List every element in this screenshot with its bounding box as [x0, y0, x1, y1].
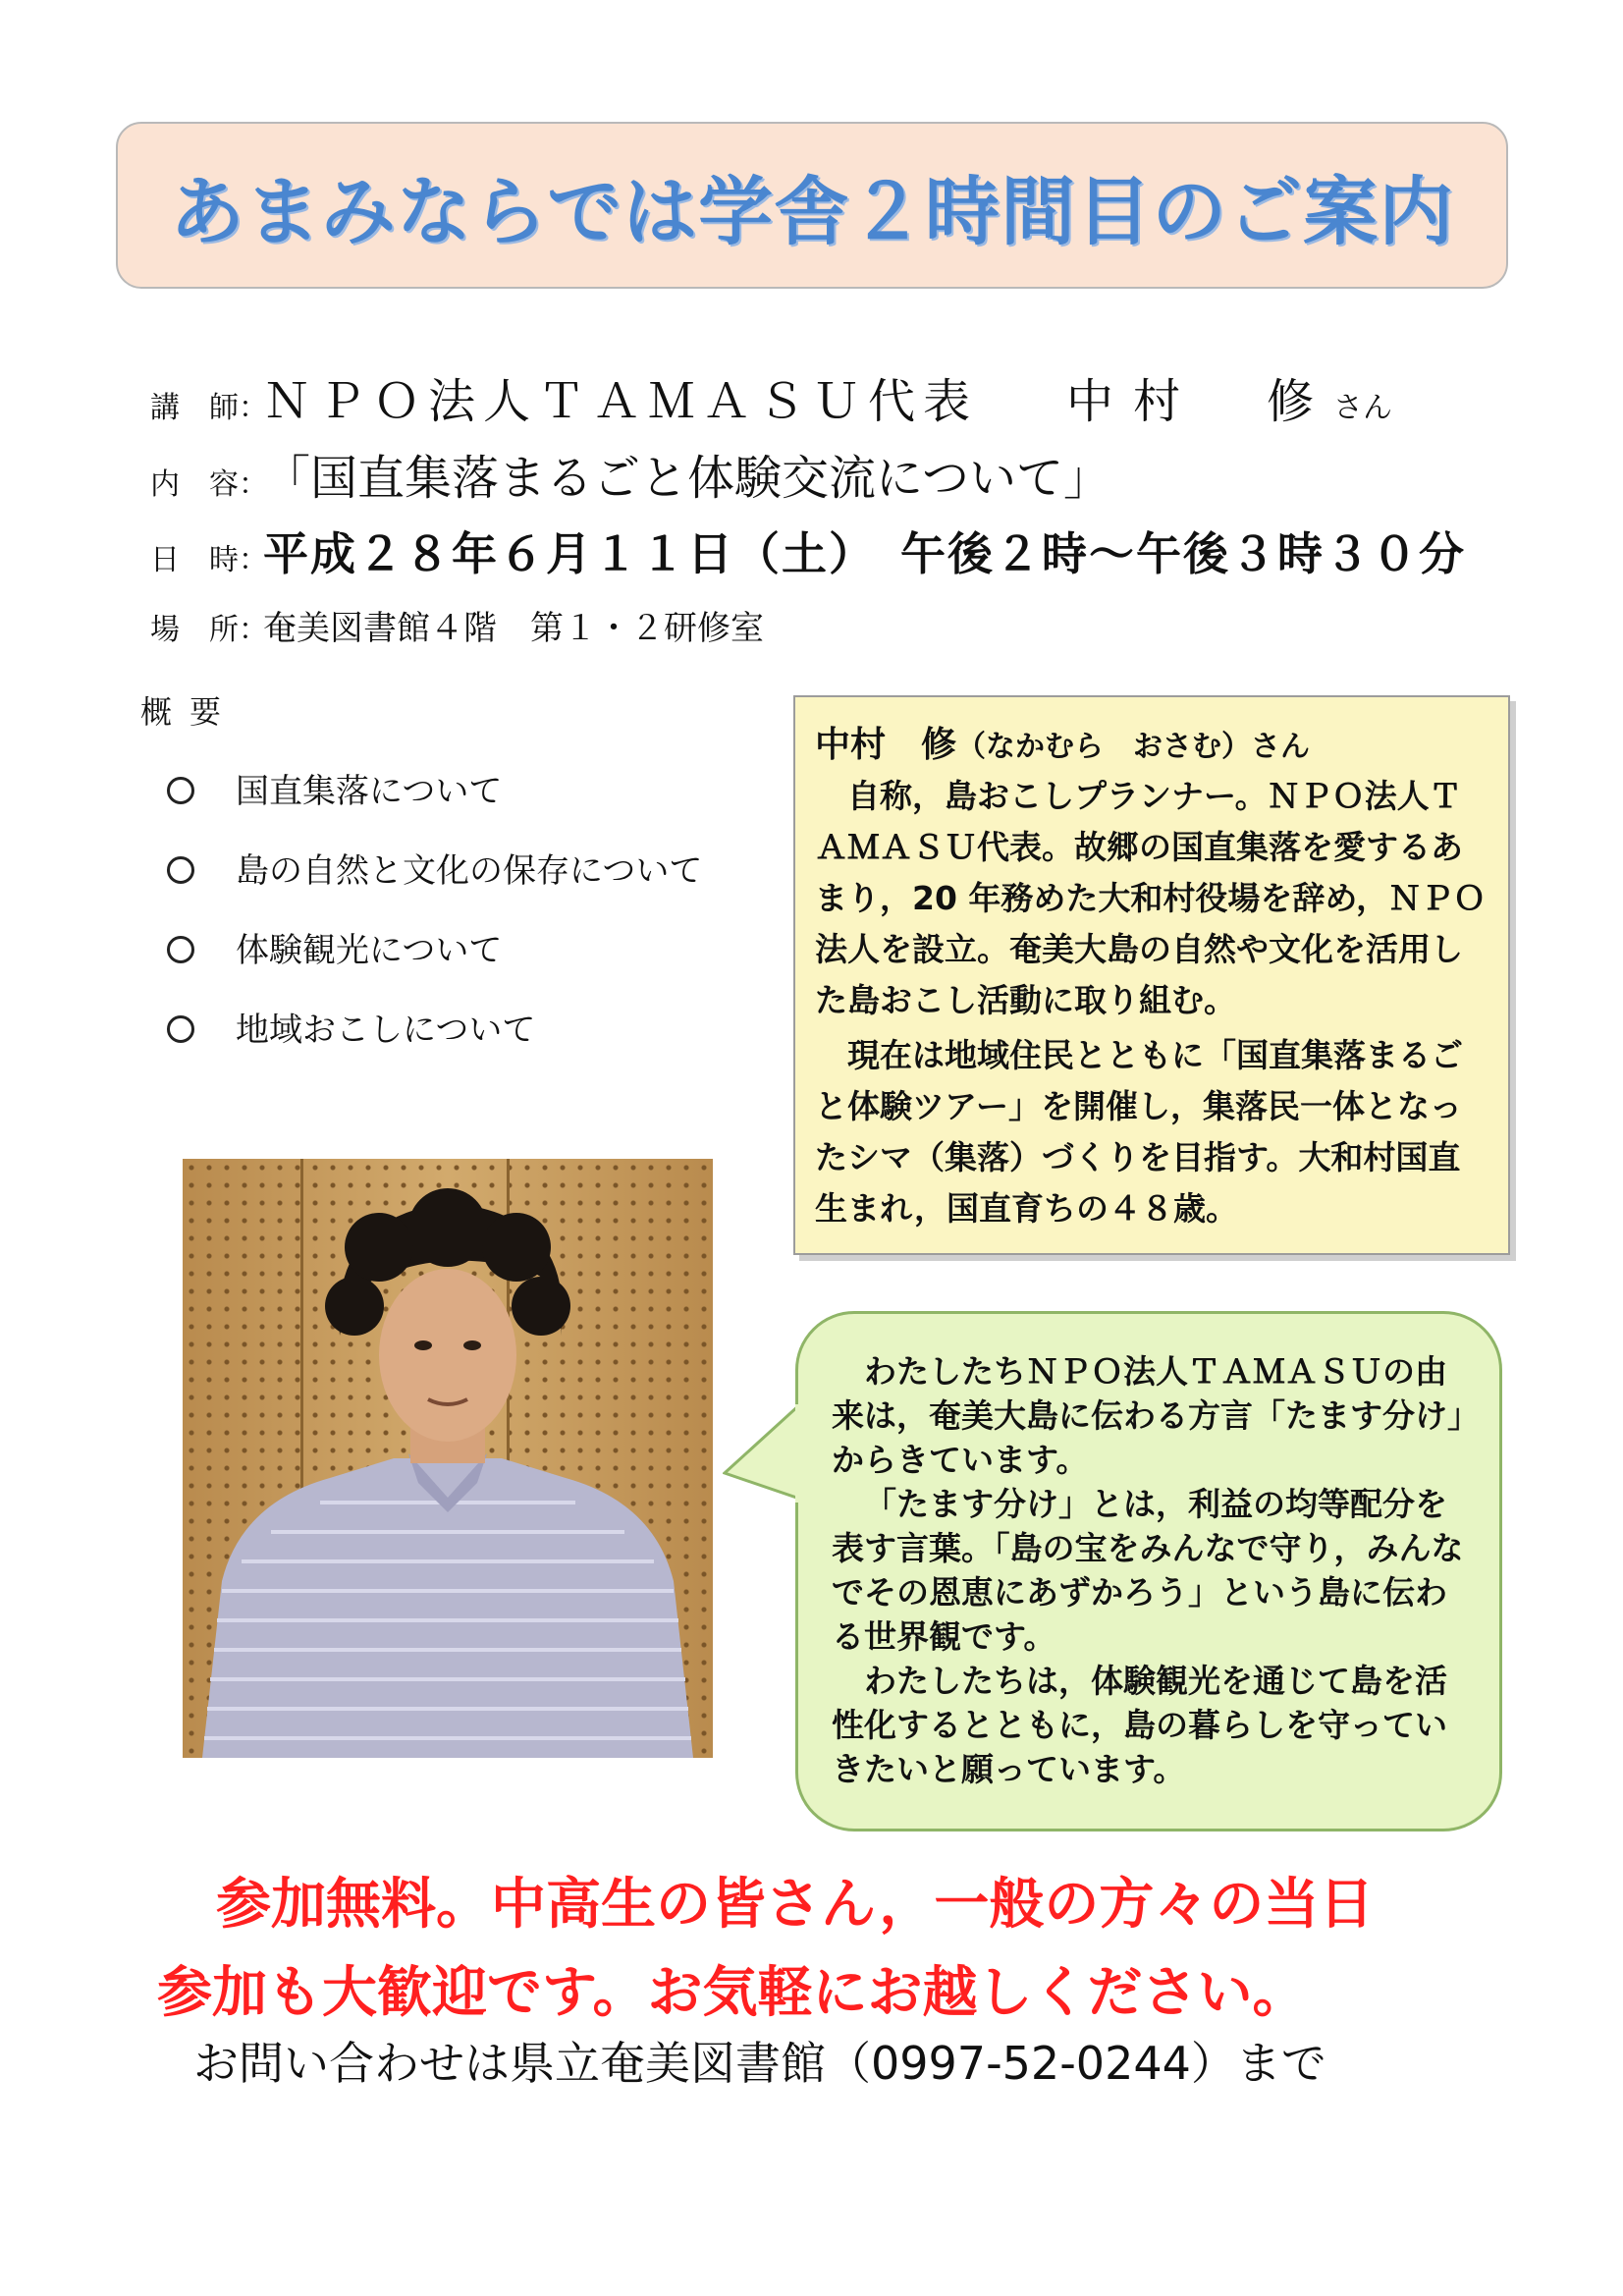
- lecturer-organization: ＮＰＯ法人ＴＡＭＡＳＵ代表: [263, 374, 979, 429]
- summary-item: 島の自然と文化の保存について: [167, 844, 702, 923]
- circle-bullet-icon: [167, 777, 194, 804]
- circle-bullet-icon: [167, 936, 194, 963]
- notice-line-1: 参加無料。中高生の皆さん，一般の方々の当日: [216, 1873, 1375, 1937]
- portrait-photo: [183, 1159, 713, 1758]
- bubble-paragraph: 「たます分け」とは，利益の均等配分を表す言葉。「島の宝をみんなで守り，みんなでその恩恵にあずかろう」という島に伝わる世界観です。: [832, 1485, 1464, 1656]
- content-row: [150, 440, 1110, 508]
- profile-paragraph: 現在は地域住民とともに「国直集落まるごと体験ツアー」を開催し，集落民一体となったシマ（集落）づくりを目指す。大和村国直生まれ，国直育ちの４８歳。: [815, 1036, 1463, 1228]
- bubble-paragraph: わたしたちは，体験観光を通じて島を活性化するとともに，島の暮らしを守っていきたいと願っています。: [832, 1662, 1447, 1788]
- content-label: 内 容：: [150, 467, 268, 502]
- circle-bullet-icon: [167, 856, 194, 884]
- datetime-value: 平成２８年６月１１日（土） 午後２時～午後３時３０分: [263, 527, 1466, 580]
- place-row: [150, 601, 764, 649]
- lecturer-label: 講 師：: [150, 391, 268, 425]
- lecturer-honorific: さん: [1333, 391, 1393, 425]
- place-label: 場 所：: [150, 613, 268, 647]
- summary-list: [167, 764, 702, 1082]
- summary-heading: 概要: [140, 693, 240, 731]
- speech-bubble: [795, 1311, 1502, 1831]
- participation-notice: [157, 1861, 1374, 2038]
- profile-name: 中村 修: [815, 725, 957, 765]
- profile-reading: （なかむら おさむ）さん: [956, 730, 1311, 764]
- summary-item: 地域おこしについて: [167, 1003, 702, 1082]
- profile-box: [793, 695, 1510, 1255]
- notice-line-2: 参加も大歓迎です。お気軽にお越しください。: [157, 1961, 1308, 2025]
- content-value: 「国直集落まるごと体験交流について」: [263, 451, 1111, 506]
- contact-info: お問い合わせは県立奄美図書館（0997-52-0244）まで: [193, 2037, 1326, 2090]
- title-banner: [116, 122, 1508, 289]
- datetime-label: 日 時：: [150, 543, 268, 577]
- lecturer-name: 中村 修: [1066, 374, 1334, 429]
- bubble-paragraph: わたしたちＮＰＯ法人ＴＡＭＡＳＵの由来は，奄美大島に伝わる方言「たます分け」からきています。: [832, 1352, 1464, 1479]
- place-value: 奄美図書館４階 第１・２研修室: [263, 609, 764, 648]
- person-figure: [183, 1159, 713, 1758]
- summary-item: 国直集落について: [167, 764, 702, 844]
- lecturer-row: [150, 363, 1392, 431]
- summary-item: 体験観光について: [167, 923, 702, 1003]
- datetime-row: [150, 519, 1466, 583]
- page-title: あまみならでは学舎２時間目のご案内: [169, 167, 1455, 255]
- circle-bullet-icon: [167, 1015, 194, 1043]
- speech-bubble-tail-cover: [746, 1394, 805, 1512]
- profile-paragraph: 自称，島おこしプランナー。ＮＰＯ法人ＴＡＭＡＳＵ代表。故郷の国直集落を愛するあまり，20 年務めた大和村役場を辞め，ＮＰＯ法人を設立。奄美大島の自然や文化を活用した島おこし活動に取り組む。: [815, 777, 1487, 1019]
- profile-heading: [815, 717, 1488, 767]
